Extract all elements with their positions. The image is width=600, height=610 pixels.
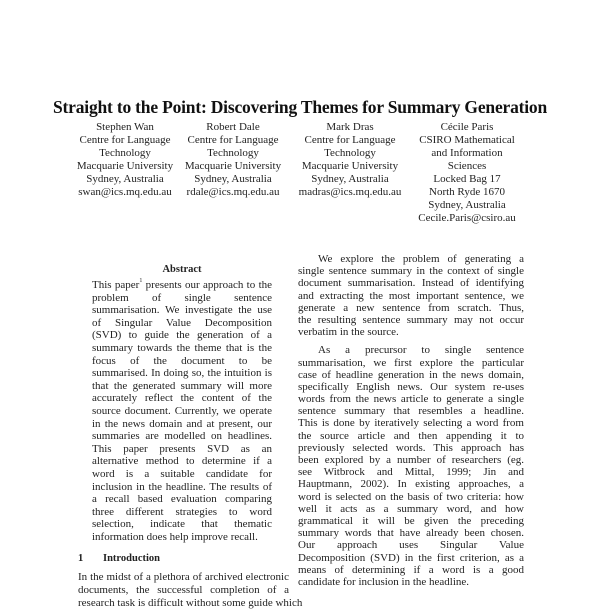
abstract-line: problem of single sentence — [92, 291, 272, 304]
author-affiliation: Technology — [324, 147, 376, 159]
author-email: swan@ics.mq.edu.au — [78, 186, 172, 198]
abstract-line: focus of the document to be — [92, 354, 272, 367]
author-name: Robert Dale — [206, 121, 260, 133]
body-line: single sentence summary in the context of single — [298, 265, 524, 278]
abstract-line: word is a suitable candidate for — [92, 467, 272, 480]
abstract-line: a recall based evaluation comparing — [92, 493, 272, 506]
abstract-line: accurately reflect the content of the — [92, 392, 272, 405]
author-block — [297, 121, 403, 199]
body-line: the resulting sentence summary may not occur — [298, 313, 524, 326]
body-line: previously selected words. This approach has — [298, 441, 524, 454]
body-line: research task is difficult without some guide which — [78, 597, 303, 609]
author-affiliation: Sydney, Australia — [194, 173, 272, 185]
section-heading — [78, 552, 160, 565]
abstract-line: summary towards the theme that is the — [92, 341, 272, 354]
body-line: and extracting the most important sentence, we — [298, 289, 524, 302]
abstract-line: summaries are modelled on headlines. — [92, 430, 272, 443]
author-block — [180, 121, 286, 199]
body-line: sentence summary that resembles a headline. — [298, 405, 524, 418]
body-line: candidate for inclusion in the headline. — [298, 575, 470, 588]
section-number: 1 — [78, 553, 84, 564]
author-email: Cecile.Paris@csiro.au — [418, 212, 516, 224]
abstract-line: selection, indicate that thematic — [92, 518, 272, 531]
author-affiliation: Sydney, Australia — [86, 173, 164, 185]
body-line: document summarisation. Instead of identifying — [298, 277, 524, 290]
abstract-line: summarised. In doing so, the intuition is — [92, 367, 272, 380]
author-affiliation: Technology — [207, 147, 259, 159]
abstract-line: alternative method to determine if a — [92, 455, 272, 468]
body-line: As a precursor to single sentence — [318, 344, 524, 357]
author-affiliation: and Information — [431, 147, 503, 159]
body-line: generate a new sentence from scratch. Thus, — [298, 301, 524, 314]
abstract-text: This paper — [92, 279, 140, 291]
author-block — [72, 121, 178, 199]
body-line: summarisation, we first explore the particular — [298, 356, 524, 369]
abstract-line: information does help improve recall. — [92, 530, 258, 543]
abstract-line: source document. Currently, we operate — [92, 404, 272, 417]
author-affiliation: Centre for Language — [187, 134, 279, 146]
author-email: madras@ics.mq.edu.au — [298, 186, 402, 198]
author-block — [414, 121, 520, 225]
introduction-body — [78, 571, 303, 610]
footnote-mark: 1 — [139, 278, 143, 284]
body-line: verbatim in the source. — [298, 326, 399, 339]
abstract-line: of Singular Value Decomposition — [92, 316, 272, 329]
body-line: summary words that have already been chosen. — [298, 527, 524, 540]
body-line: well it acts as a summary word, and how — [298, 502, 524, 515]
right-column-body — [298, 253, 524, 588]
body-line: the source article and then appending it to — [298, 429, 524, 442]
body-line: case of headline generation in the news domain, — [298, 368, 524, 381]
body-line: means of determining if a word is a good — [298, 563, 524, 576]
abstract-line: This paper presents SVD as an — [92, 442, 272, 455]
author-affiliation: Centre for Language — [304, 134, 396, 146]
author-affiliation: Centre for Language — [79, 134, 171, 146]
abstract-line: three different strategies to word — [92, 505, 272, 518]
author-affiliation: CSIRO Mathematical — [419, 134, 515, 146]
abstract-line: in the news domain and at present, our — [92, 417, 272, 430]
body-line: Our approach uses Singular Value — [298, 539, 524, 552]
author-affiliation: Macquarie University — [76, 160, 174, 172]
author-name: Stephen Wan — [96, 121, 154, 133]
body-line: Decomposition (SVD) in the first criterion, as a — [298, 551, 524, 564]
abstract-line: that the generated summary will more — [92, 379, 272, 392]
body-line: This is done by iteratively selecting a word from — [298, 417, 524, 430]
author-affiliation: Macquarie University — [184, 160, 282, 172]
body-line: documents, the successful completion of a — [78, 584, 289, 596]
body-line: see Witbrock and Mittal, 1999; Jin and — [298, 466, 524, 479]
body-line: words from the news article to generate a single — [298, 393, 524, 406]
author-affiliation: Technology — [99, 147, 151, 159]
body-line: In the midst of a plethora of archived electronic — [78, 571, 289, 583]
author-affiliation: Macquarie University — [301, 160, 399, 172]
author-affiliation: Sydney, Australia — [311, 173, 389, 185]
abstract-line: summarisation. We investigate the use — [92, 304, 272, 317]
body-line: grammatical it will be given the preceding — [298, 514, 524, 527]
author-name: Mark Dras — [326, 121, 374, 133]
abstract-line: (SVD) to guide the generation of a — [92, 329, 272, 342]
body-line: We explore the problem of generating a — [318, 253, 524, 265]
abstract-body — [92, 279, 272, 543]
author-affiliation: Sydney, Australia — [428, 199, 506, 211]
abstract-heading: Abstract — [162, 264, 202, 275]
author-affiliation: Sciences — [447, 160, 487, 172]
author-email: rdale@ics.mq.edu.au — [186, 186, 280, 198]
author-affiliation: Locked Bag 17 — [433, 173, 501, 185]
body-line: Hauptmann, 2002). In existing approaches, a — [298, 478, 524, 491]
author-affiliation: North Ryde 1670 — [429, 186, 505, 198]
body-line: been explored by a number of researchers (eg. — [298, 454, 524, 466]
author-name: Cécile Paris — [440, 121, 494, 133]
abstract-text: presents our approach to the — [142, 279, 273, 291]
paper-title: Straight to the Point: Discovering Themes for Summary Generation — [53, 97, 547, 117]
section-title: Introduction — [103, 553, 160, 564]
body-line: word is selected on the basis of two criteria: how — [298, 490, 524, 503]
abstract-line — [92, 279, 272, 292]
abstract-line: inclusion in the headline. The results of — [92, 480, 272, 493]
body-line: specifically English news. Our system re-uses — [298, 380, 524, 393]
